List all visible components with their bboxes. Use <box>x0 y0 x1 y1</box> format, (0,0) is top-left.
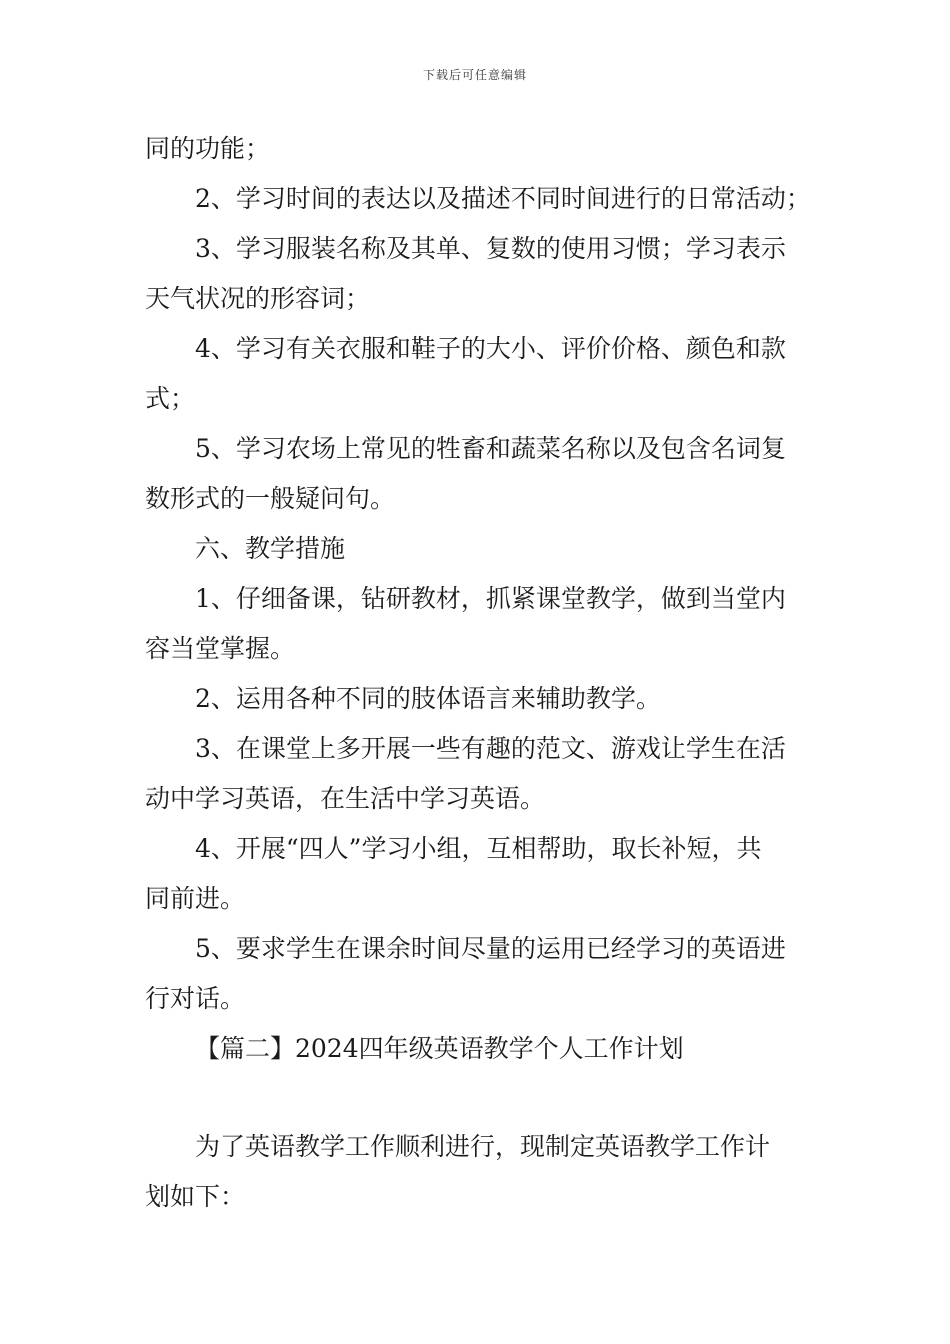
text-line: 同前进。 <box>145 884 246 913</box>
text-line: 数形式的一般疑问句。 <box>145 484 396 513</box>
section-heading: 六、教学措施 <box>195 534 346 563</box>
text-line: 5、要求学生在课余时间尽量的运用已经学习的英语进 <box>195 934 786 963</box>
text-line: 式； <box>145 384 196 413</box>
text-line: 3、在课堂上多开展一些有趣的范文、游戏让学生在活 <box>195 734 786 763</box>
text-line: 行对话。 <box>145 984 246 1013</box>
text-line: 4、开展“四人”学习小组，互相帮助，取长补短，共 <box>195 834 762 863</box>
text-line: 同的功能； <box>145 134 271 163</box>
text-line: 2、运用各种不同的肢体语言来辅助教学。 <box>195 684 661 713</box>
text-line: 动中学习英语，在生活中学习英语。 <box>145 784 546 813</box>
header-note: 下载后可任意编辑 <box>422 68 527 82</box>
text-line: 容当堂掌握。 <box>145 634 296 663</box>
text-line: 5、学习农场上常见的牲畜和蔬菜名称以及包含名词复 <box>195 434 786 463</box>
text-line: 2、学习时间的表达以及描述不同时间进行的日常活动； <box>195 184 811 213</box>
text-line: 1、仔细备课，钻研教材，抓紧课堂教学，做到当堂内 <box>195 584 786 613</box>
text-line: 为了英语教学工作顺利进行，现制定英语教学工作计 <box>195 1132 771 1161</box>
text-line: 3、学习服装名称及其单、复数的使用习惯；学习表示 <box>195 234 786 263</box>
article-heading: 【篇二】2024四年级英语教学个人工作计划 <box>195 1034 684 1063</box>
text-line: 划如下： <box>145 1182 246 1211</box>
text-line: 4、学习有关衣服和鞋子的大小、评价价格、颜色和款 <box>195 334 786 363</box>
text-line: 天气状况的形容词； <box>145 284 371 313</box>
